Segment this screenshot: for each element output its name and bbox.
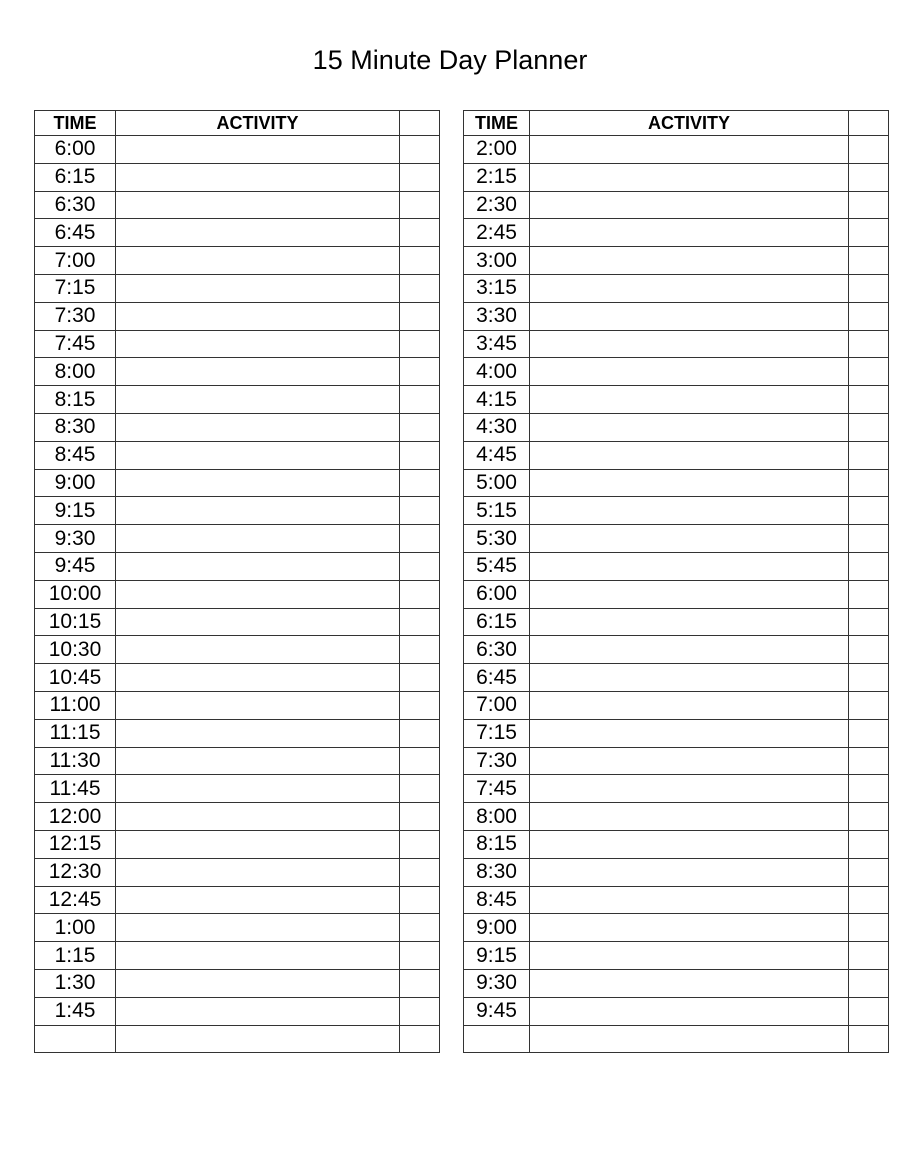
activity-cell-right[interactable] — [530, 386, 849, 414]
column-gap — [440, 497, 464, 525]
check-cell-left[interactable] — [400, 942, 440, 970]
activity-cell-right[interactable] — [530, 219, 849, 247]
time-cell-left: 12:15 — [35, 830, 116, 858]
time-cell-right: 3:15 — [464, 274, 530, 302]
activity-cell-left[interactable] — [116, 803, 400, 831]
activity-cell-left[interactable] — [116, 747, 400, 775]
activity-cell-left[interactable] — [116, 552, 400, 580]
time-cell-left: 10:15 — [35, 608, 116, 636]
check-cell-right[interactable] — [849, 413, 889, 441]
check-cell-right[interactable] — [849, 747, 889, 775]
check-cell-left[interactable] — [400, 775, 440, 803]
time-cell-left: 1:15 — [35, 942, 116, 970]
table-row — [35, 191, 889, 219]
check-cell-left[interactable] — [400, 191, 440, 219]
header-row — [35, 111, 889, 136]
time-cell-left: 10:30 — [35, 636, 116, 664]
check-cell-right[interactable] — [849, 552, 889, 580]
activity-cell-right[interactable] — [530, 552, 849, 580]
table-row — [35, 580, 889, 608]
check-cell-left[interactable] — [400, 830, 440, 858]
activity-cell-right[interactable] — [530, 525, 849, 553]
check-cell-right[interactable] — [849, 886, 889, 914]
activity-cell-right[interactable] — [530, 830, 849, 858]
check-cell-right[interactable] — [849, 942, 889, 970]
activity-cell-right[interactable] — [530, 469, 849, 497]
check-cell-left[interactable] — [400, 163, 440, 191]
time-cell-left: 11:45 — [35, 775, 116, 803]
table-row — [35, 497, 889, 525]
table-row — [35, 775, 889, 803]
time-cell-right: 9:15 — [464, 942, 530, 970]
column-gap — [440, 441, 464, 469]
activity-cell-right[interactable] — [530, 247, 849, 275]
check-cell-left[interactable] — [400, 803, 440, 831]
activity-header-right: ACTIVITY — [530, 111, 849, 136]
column-gap — [440, 997, 464, 1025]
check-cell-left[interactable] — [400, 914, 440, 942]
check-cell-right[interactable] — [849, 830, 889, 858]
column-gap — [440, 775, 464, 803]
time-cell-right: 5:00 — [464, 469, 530, 497]
activity-cell-left[interactable] — [116, 330, 400, 358]
column-gap — [440, 413, 464, 441]
time-cell-left: 12:45 — [35, 886, 116, 914]
time-cell-right: 9:30 — [464, 969, 530, 997]
check-cell-right[interactable] — [849, 219, 889, 247]
check-cell-right[interactable] — [849, 191, 889, 219]
check-cell-left[interactable] — [400, 636, 440, 664]
table-row — [35, 552, 889, 580]
check-cell-left[interactable] — [400, 413, 440, 441]
check-header-left — [400, 111, 440, 136]
activity-cell-right[interactable] — [530, 608, 849, 636]
time-cell-left: 11:15 — [35, 719, 116, 747]
check-cell-left[interactable] — [400, 386, 440, 414]
check-header-right — [849, 111, 889, 136]
time-cell-left: 11:00 — [35, 691, 116, 719]
activity-cell-right[interactable] — [530, 942, 849, 970]
activity-cell-right[interactable] — [530, 858, 849, 886]
time-cell-right: 2:30 — [464, 191, 530, 219]
time-cell-left: 12:00 — [35, 803, 116, 831]
column-gap — [440, 886, 464, 914]
time-cell-left: 6:30 — [35, 191, 116, 219]
check-cell-right[interactable] — [849, 247, 889, 275]
check-cell-left[interactable] — [400, 608, 440, 636]
check-cell-right[interactable] — [849, 969, 889, 997]
time-cell-left: 1:30 — [35, 969, 116, 997]
column-gap — [440, 330, 464, 358]
column-gap — [440, 858, 464, 886]
table-row — [35, 525, 889, 553]
time-cell-right: 7:30 — [464, 747, 530, 775]
activity-cell-left[interactable] — [116, 691, 400, 719]
table-row — [35, 803, 889, 831]
activity-cell-left[interactable] — [116, 441, 400, 469]
time-cell-left — [35, 1025, 116, 1053]
check-cell-left[interactable] — [400, 247, 440, 275]
time-cell-left: 9:30 — [35, 525, 116, 553]
time-cell-right: 8:30 — [464, 858, 530, 886]
activity-cell-left[interactable] — [116, 163, 400, 191]
activity-cell-right[interactable] — [530, 136, 849, 164]
activity-cell-left[interactable] — [116, 386, 400, 414]
column-gap — [440, 302, 464, 330]
check-cell-left[interactable] — [400, 136, 440, 164]
time-cell-left: 1:00 — [35, 914, 116, 942]
check-cell-right[interactable] — [849, 358, 889, 386]
check-cell-right[interactable] — [849, 664, 889, 692]
activity-cell-right[interactable] — [530, 664, 849, 692]
table-row — [35, 247, 889, 275]
time-cell-left: 8:15 — [35, 386, 116, 414]
table-row — [35, 413, 889, 441]
activity-cell-right[interactable] — [530, 636, 849, 664]
time-cell-left: 1:45 — [35, 997, 116, 1025]
table-row — [35, 997, 889, 1025]
check-cell-left[interactable] — [400, 858, 440, 886]
check-cell-left[interactable] — [400, 552, 440, 580]
time-cell-left: 10:00 — [35, 580, 116, 608]
time-cell-right: 2:45 — [464, 219, 530, 247]
check-cell-left[interactable] — [400, 497, 440, 525]
time-cell-right: 9:45 — [464, 997, 530, 1025]
activity-cell-right[interactable] — [530, 803, 849, 831]
time-cell-left: 9:15 — [35, 497, 116, 525]
time-cell-right: 3:30 — [464, 302, 530, 330]
activity-cell-left[interactable] — [116, 830, 400, 858]
check-cell-right[interactable] — [849, 858, 889, 886]
time-cell-right: 5:45 — [464, 552, 530, 580]
check-cell-right[interactable] — [849, 441, 889, 469]
time-cell-left: 7:15 — [35, 274, 116, 302]
activity-cell-left[interactable] — [116, 858, 400, 886]
table-row — [35, 136, 889, 164]
activity-cell-right[interactable] — [530, 330, 849, 358]
activity-cell-left[interactable] — [116, 942, 400, 970]
time-cell-left: 11:30 — [35, 747, 116, 775]
table-row — [35, 691, 889, 719]
time-cell-right: 6:30 — [464, 636, 530, 664]
table-row — [35, 636, 889, 664]
time-cell-right: 8:45 — [464, 886, 530, 914]
activity-cell-left[interactable] — [116, 775, 400, 803]
time-cell-right: 6:45 — [464, 664, 530, 692]
check-cell-right[interactable] — [849, 580, 889, 608]
table-row — [35, 219, 889, 247]
time-cell-left: 8:30 — [35, 413, 116, 441]
time-cell-right: 4:00 — [464, 358, 530, 386]
column-gap — [440, 525, 464, 553]
time-cell-right: 8:15 — [464, 830, 530, 858]
activity-cell-right[interactable] — [530, 302, 849, 330]
activity-cell-left[interactable] — [116, 664, 400, 692]
check-cell-left[interactable] — [400, 997, 440, 1025]
table-row — [35, 942, 889, 970]
check-cell-right[interactable] — [849, 997, 889, 1025]
table-row — [35, 608, 889, 636]
time-cell-left: 7:45 — [35, 330, 116, 358]
table-row — [35, 664, 889, 692]
check-cell-left[interactable] — [400, 664, 440, 692]
check-cell-left[interactable] — [400, 330, 440, 358]
table-row — [35, 386, 889, 414]
time-header-left: TIME — [35, 111, 116, 136]
time-cell-right: 7:45 — [464, 775, 530, 803]
time-cell-left: 6:00 — [35, 136, 116, 164]
check-cell-right[interactable] — [849, 525, 889, 553]
table-row — [35, 330, 889, 358]
check-cell-right[interactable] — [849, 497, 889, 525]
time-cell-right: 4:45 — [464, 441, 530, 469]
activity-cell-left[interactable] — [116, 886, 400, 914]
activity-cell-right[interactable] — [530, 914, 849, 942]
activity-cell-right[interactable] — [530, 191, 849, 219]
table-row — [35, 914, 889, 942]
column-gap — [440, 636, 464, 664]
check-cell-right[interactable] — [849, 274, 889, 302]
activity-cell-left[interactable] — [116, 191, 400, 219]
column-gap — [440, 969, 464, 997]
activity-cell-left[interactable] — [116, 914, 400, 942]
activity-cell-right[interactable] — [530, 163, 849, 191]
check-cell-left[interactable] — [400, 969, 440, 997]
time-cell-right: 4:15 — [464, 386, 530, 414]
activity-cell-left[interactable] — [116, 497, 400, 525]
column-gap — [440, 163, 464, 191]
column-gap — [440, 1025, 464, 1053]
check-cell-left[interactable] — [400, 441, 440, 469]
table-row — [35, 858, 889, 886]
check-cell-right[interactable] — [849, 775, 889, 803]
check-cell-left[interactable] — [400, 219, 440, 247]
activity-cell-right[interactable] — [530, 969, 849, 997]
time-cell-right — [464, 1025, 530, 1053]
table-row — [35, 1025, 889, 1053]
check-cell-right[interactable] — [849, 608, 889, 636]
time-cell-right: 3:00 — [464, 247, 530, 275]
column-gap — [440, 469, 464, 497]
activity-cell-left[interactable] — [116, 274, 400, 302]
table-row — [35, 274, 889, 302]
time-cell-left: 9:45 — [35, 552, 116, 580]
time-cell-right: 5:30 — [464, 525, 530, 553]
column-gap — [440, 747, 464, 775]
time-cell-left: 9:00 — [35, 469, 116, 497]
activity-cell-left[interactable] — [116, 358, 400, 386]
planner-table — [34, 110, 889, 1053]
column-gap — [440, 111, 464, 136]
check-cell-right[interactable] — [849, 469, 889, 497]
activity-cell-left[interactable] — [116, 413, 400, 441]
check-cell-left[interactable] — [400, 274, 440, 302]
activity-cell-left[interactable] — [116, 247, 400, 275]
activity-cell-right[interactable] — [530, 775, 849, 803]
check-cell-right[interactable] — [849, 1025, 889, 1053]
activity-cell-right[interactable] — [530, 886, 849, 914]
time-cell-left: 10:45 — [35, 664, 116, 692]
table-row — [35, 469, 889, 497]
activity-cell-right[interactable] — [530, 358, 849, 386]
check-cell-left[interactable] — [400, 580, 440, 608]
activity-cell-right[interactable] — [530, 441, 849, 469]
table-row — [35, 969, 889, 997]
table-row — [35, 719, 889, 747]
time-cell-right: 7:00 — [464, 691, 530, 719]
activity-cell-left[interactable] — [116, 997, 400, 1025]
table-row — [35, 886, 889, 914]
activity-cell-right[interactable] — [530, 747, 849, 775]
table-row — [35, 441, 889, 469]
column-gap — [440, 691, 464, 719]
table-row — [35, 747, 889, 775]
time-cell-right: 8:00 — [464, 803, 530, 831]
table-row — [35, 302, 889, 330]
table-row — [35, 358, 889, 386]
activity-cell-left[interactable] — [116, 525, 400, 553]
column-gap — [440, 803, 464, 831]
activity-cell-left[interactable] — [116, 136, 400, 164]
page-title: 15 Minute Day Planner — [312, 45, 588, 75]
column-gap — [440, 136, 464, 164]
table-row — [35, 830, 889, 858]
column-gap — [440, 386, 464, 414]
column-gap — [440, 219, 464, 247]
column-gap — [440, 274, 464, 302]
check-cell-left[interactable] — [400, 525, 440, 553]
column-gap — [440, 191, 464, 219]
activity-cell-left[interactable] — [116, 608, 400, 636]
time-cell-left: 8:45 — [35, 441, 116, 469]
column-gap — [440, 552, 464, 580]
time-header-right: TIME — [464, 111, 530, 136]
check-cell-right[interactable] — [849, 163, 889, 191]
column-gap — [440, 358, 464, 386]
activity-cell-right[interactable] — [530, 274, 849, 302]
time-cell-left: 6:45 — [35, 219, 116, 247]
check-cell-right[interactable] — [849, 386, 889, 414]
time-cell-right: 9:00 — [464, 914, 530, 942]
activity-cell-left[interactable] — [116, 1025, 400, 1053]
time-cell-right: 2:15 — [464, 163, 530, 191]
check-cell-left[interactable] — [400, 747, 440, 775]
time-cell-right: 7:15 — [464, 719, 530, 747]
time-cell-right: 6:15 — [464, 608, 530, 636]
time-cell-left: 8:00 — [35, 358, 116, 386]
check-cell-right[interactable] — [849, 803, 889, 831]
time-cell-right: 5:15 — [464, 497, 530, 525]
check-cell-right[interactable] — [849, 636, 889, 664]
activity-cell-left[interactable] — [116, 636, 400, 664]
check-cell-left[interactable] — [400, 691, 440, 719]
check-cell-left[interactable] — [400, 469, 440, 497]
column-gap — [440, 830, 464, 858]
activity-cell-right[interactable] — [530, 580, 849, 608]
column-gap — [440, 719, 464, 747]
time-cell-right: 3:45 — [464, 330, 530, 358]
time-cell-right: 2:00 — [464, 136, 530, 164]
column-gap — [440, 580, 464, 608]
check-cell-left[interactable] — [400, 358, 440, 386]
time-cell-left: 6:15 — [35, 163, 116, 191]
check-cell-right[interactable] — [849, 330, 889, 358]
column-gap — [440, 664, 464, 692]
column-gap — [440, 247, 464, 275]
activity-cell-right[interactable] — [530, 1025, 849, 1053]
check-cell-right[interactable] — [849, 719, 889, 747]
column-gap — [440, 914, 464, 942]
activity-cell-left[interactable] — [116, 219, 400, 247]
activity-cell-left[interactable] — [116, 302, 400, 330]
check-cell-left[interactable] — [400, 1025, 440, 1053]
activity-header-left: ACTIVITY — [116, 111, 400, 136]
activity-cell-left[interactable] — [116, 469, 400, 497]
column-gap — [440, 942, 464, 970]
check-cell-right[interactable] — [849, 302, 889, 330]
activity-cell-right[interactable] — [530, 691, 849, 719]
check-cell-right[interactable] — [849, 691, 889, 719]
check-cell-left[interactable] — [400, 302, 440, 330]
time-cell-right: 4:30 — [464, 413, 530, 441]
activity-cell-left[interactable] — [116, 719, 400, 747]
table-row — [35, 163, 889, 191]
activity-cell-right[interactable] — [530, 719, 849, 747]
activity-cell-right[interactable] — [530, 997, 849, 1025]
time-cell-left: 7:30 — [35, 302, 116, 330]
check-cell-right[interactable] — [849, 914, 889, 942]
check-cell-right[interactable] — [849, 136, 889, 164]
activity-cell-left[interactable] — [116, 969, 400, 997]
column-gap — [440, 608, 464, 636]
time-cell-left: 7:00 — [35, 247, 116, 275]
activity-cell-right[interactable] — [530, 497, 849, 525]
check-cell-left[interactable] — [400, 886, 440, 914]
check-cell-left[interactable] — [400, 719, 440, 747]
activity-cell-right[interactable] — [530, 413, 849, 441]
time-cell-left: 12:30 — [35, 858, 116, 886]
activity-cell-left[interactable] — [116, 580, 400, 608]
time-cell-right: 6:00 — [464, 580, 530, 608]
